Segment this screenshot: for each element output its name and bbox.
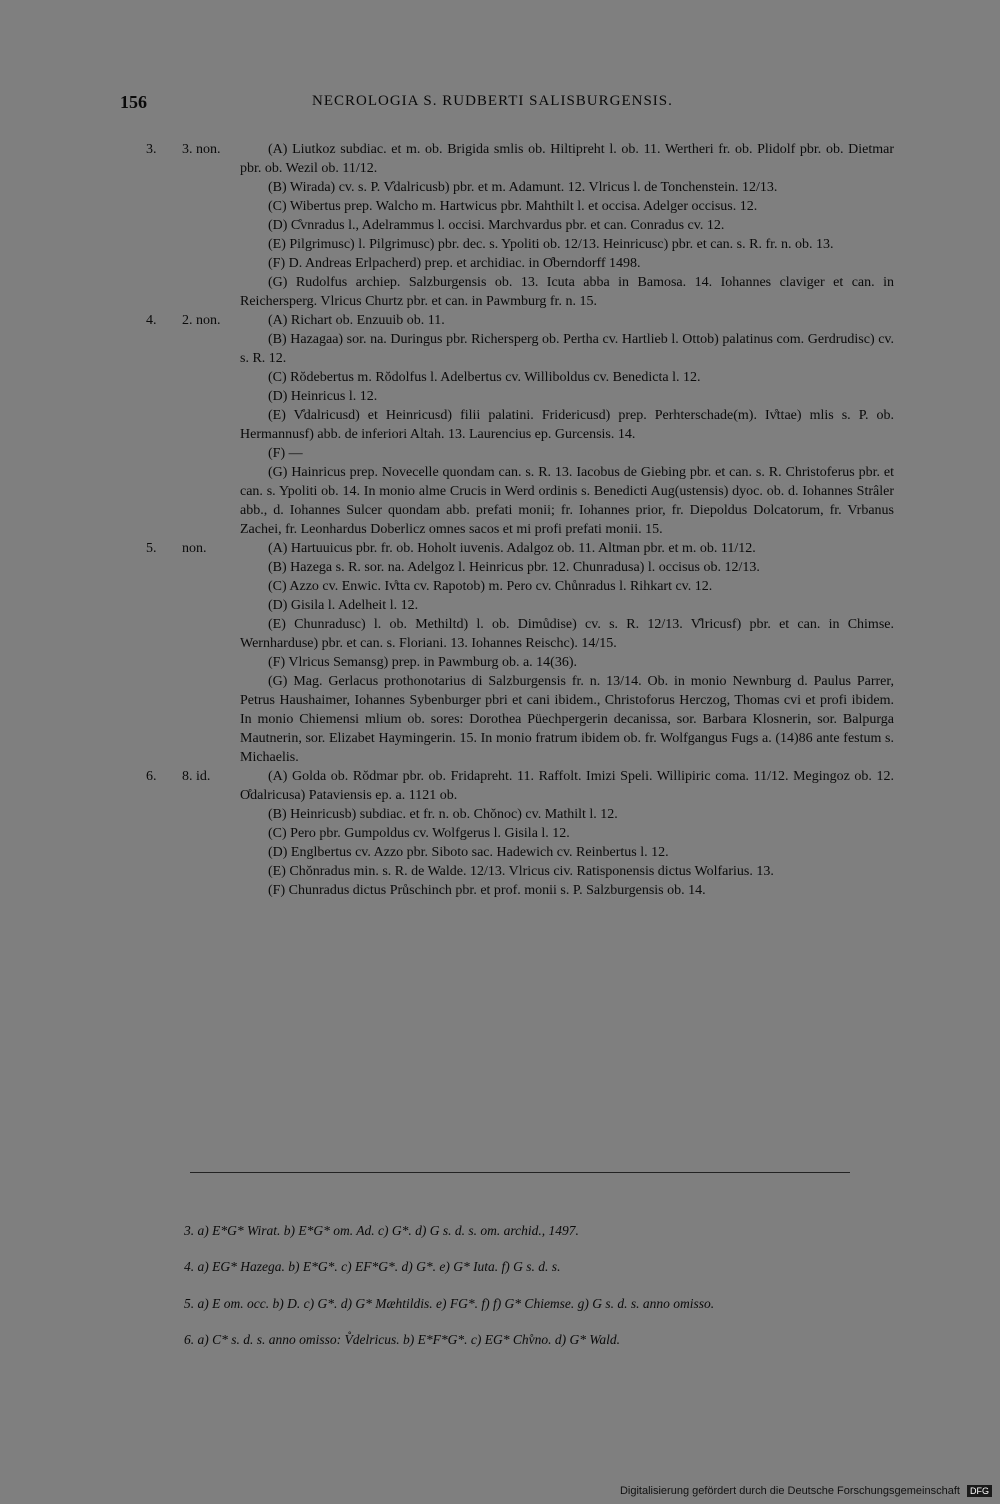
page-number: 156 (120, 92, 147, 112)
footnote: 6. a) C* s. d. s. anno omisso: V̊delricus. b) E*F*G*. c) EG* Chv̊no. d) G* Wald. (184, 1332, 620, 1347)
entry-f: (F) Vlricus Semansg) prep. in Pawmburg ob. a. 14(36). (268, 655, 577, 670)
entry-d: (D) Englbertus cv. Azzo pbr. Siboto sac. Hadewich cv. Reinbertus l. 12. (268, 845, 669, 860)
credit-text: Digitalisierung gefördert durch die Deutsche Forschungsgemeinschaft (619, 1485, 960, 1497)
entry-d: (D) Heinricus l. 12. (268, 389, 378, 404)
footnote: 4. a) EG* Hazega. b) E*G*. c) EF*G*. d) G*. e) G* Iuta. f) G s. d. s. (184, 1259, 561, 1274)
entry-e: (E) Pilgrimusc) l. Pilgrimusc) pbr. dec. s. Ypoliti ob. 12/13. Heinricusc) pbr. et can. s. R. fr. n. ob. 13. (268, 237, 834, 252)
entry-c: (C) Azzo cv. Enwic. Iv̊tta cv. Rapotob) m. Pero cv. Chůnradus l. Rihkart cv. 12. (268, 579, 713, 594)
digitization-credit (620, 1485, 992, 1497)
entry-g: (G) Mag. Gerlacus prothonotarius di Salzburgensis fr. n. 13/14. Ob. in monio Newnburg d. Paulus Parrer, Petrus Haushaimer, Iohannes Sybenburger pbri et cani ibidem., Christoforus Herczog, Thomas cvi et profi ibidem. In monio Chiemensi mlium ob. sores: Dorothea Püechpergerin decanissa, sor. Barbara Klosnerin, sor. Balpurga Mautnerin, sor. Elizabet Haymingerin. 15. In monio fratrum ibidem ob. fr. Wolfgangus Fugs a. (14)86 ante festum s. Michaelis. (240, 674, 894, 765)
entry-a: (A) Golda ob. Rŏdmar pbr. ob. Fridapreht. 11. Raffolt. Imizi Speli. Willipiric coma. 11/12. Megingoz ob. 12. O̊dalricusa) Pataviensis ep. a. 1121 ob. (240, 769, 894, 803)
entry-a: (A) Hartuuicus pbr. fr. ob. Hoholt iuvenis. Adalgoz ob. 11. Altman pbr. et m. ob. 11/12. (268, 541, 756, 556)
entry-g: (G) Hainricus prep. Novecelle quondam can. s. R. 13. Iacobus de Giebing pbr. et can. s. R. Christoferus pbr. et can. s. Ypoliti ob. 14. In monio alme Crucis in Werd ordinis s. Benedicti Aug(ustensis) dyoc. ob. d. Iohannes Strâler abb., d. Iohannes Sulcer quondam abb. prefati monii; fr. Iohannes prior, fr. Diepoldus Dolcatorum, fr. Vrbanus Zachei, fr. Leonhardus Doberlicz omnes sacos et mi profi prefati monii. 15. (240, 465, 894, 537)
day-number: 3. (146, 142, 157, 157)
entry-b: (B) Wirada) cv. s. P. V̊dalricusb) pbr. et m. Adamunt. 12. Vlricus l. de Tonchenstein. 12/13. (268, 180, 778, 195)
entry-e: (E) Chunradusc) l. ob. Methiltd) l. ob. Dimůdise) cv. s. R. 12/13. V̊lricusf) pbr. et can. in Chimse. Wernharduse) pbr. et can. s. Floriani. 13. Iohannes Reischc). 14/15. (240, 617, 894, 651)
entry-d: (D) Gisila l. Adelheit l. 12. (268, 598, 419, 613)
entry-f: (F) — (268, 446, 303, 461)
dfg-logo: DFG (967, 1485, 992, 1497)
entry-b: (B) Heinricusb) subdiac. et fr. n. ob. Chŏnoc) cv. Mathilt l. 12. (268, 807, 618, 822)
day-label: non. (182, 541, 207, 556)
page-header (0, 92, 1000, 116)
day-entry (0, 539, 1000, 767)
running-title: NECROLOGIA S. RUDBERTI SALISBURGENSIS. (312, 93, 673, 109)
day-number: 5. (146, 541, 157, 556)
day-label: 8. id. (182, 769, 211, 784)
day-label: 2. non. (182, 313, 221, 328)
day-number: 4. (146, 313, 157, 328)
entry-c: (C) Wibertus prep. Walcho m. Hartwicus pbr. Mahthilt l. et occisa. Adelger occisus. 12. (268, 199, 758, 214)
footnotes (0, 1205, 1000, 1355)
entry-c: (C) Rŏdebertus m. Rŏdolfus l. Adelbertus cv. Williboldus cv. Benedicta l. 12. (268, 370, 701, 385)
entry-e: (E) Chŏnradus min. s. R. de Walde. 12/13. Vlricus civ. Ratisponensis dictus Wolfarius. 13. (268, 864, 774, 879)
day-entry (0, 140, 1000, 311)
entry-d: (D) C̊vnradus l., Adelrammus l. occisi. Marchvardus pbr. et can. Conradus cv. 12. (268, 218, 725, 233)
day-entry (0, 311, 1000, 539)
entry-e: (E) V̊dalricusd) et Heinricusd) filii palatini. Fridericusd) prep. Perhterschade(m). Iv̊ttae) mlis s. P. ob. Hermannusf) abb. de inferiori Altah. 13. Laurencius ep. Gurcensis. 14. (240, 408, 894, 442)
entry-g: (G) Rudolfus archiep. Salzburgensis ob. 13. Icuta abba in Bamosa. 14. Iohannes claviger et can. in Reichersperg. Vlricus Churtz pbr. et can. in Pawmburg fr. n. 15. (240, 275, 894, 309)
entry-f: (F) Chunradus dictus Průschinch pbr. et prof. monii s. P. Salzburgensis ob. 14. (268, 883, 706, 898)
footnote: 3. a) E*G* Wirat. b) E*G* om. Ad. c) G*. d) G s. d. s. om. archid., 1497. (184, 1222, 579, 1238)
entry-b: (B) Hazagaa) sor. na. Duringus pbr. Richersperg ob. Pertha cv. Hartlieb l. Ottob) palatinus com. Gerdrudisc) cv. s. R. 12. (240, 332, 894, 366)
day-entry (0, 767, 1000, 900)
entry-a: (A) Liutkoz subdiac. et m. ob. Brigida smlis ob. Hiltipreht l. ob. 11. Wertheri fr. ob. Plidolf pbr. ob. Dietmar pbr. ob. Wezil ob. 11/12. (240, 142, 894, 176)
day-number: 6. (146, 769, 157, 784)
footnote: 5. a) E om. occ. b) D. c) G*. d) G* Mæhtildis. e) FG*. f) f) G* Chiemse. g) G s. d. s. anno omisso. (184, 1295, 715, 1311)
entry-c: (C) Pero pbr. Gumpoldus cv. Wolfgerus l. Gisila l. 12. (268, 826, 570, 841)
footnote-divider (190, 1172, 850, 1173)
entry-f: (F) D. Andreas Erlpacherd) prep. et archidiac. in O̊berndorff 1498. (268, 256, 641, 271)
necrology-body (0, 140, 1000, 900)
entry-b: (B) Hazega s. R. sor. na. Adelgoz l. Heinricus pbr. 12. Chunradusa) l. occisus ob. 12/13. (268, 560, 760, 575)
entry-a: (A) Richart ob. Enzuuib ob. 11. (268, 313, 445, 328)
day-label: 3. non. (182, 142, 221, 157)
